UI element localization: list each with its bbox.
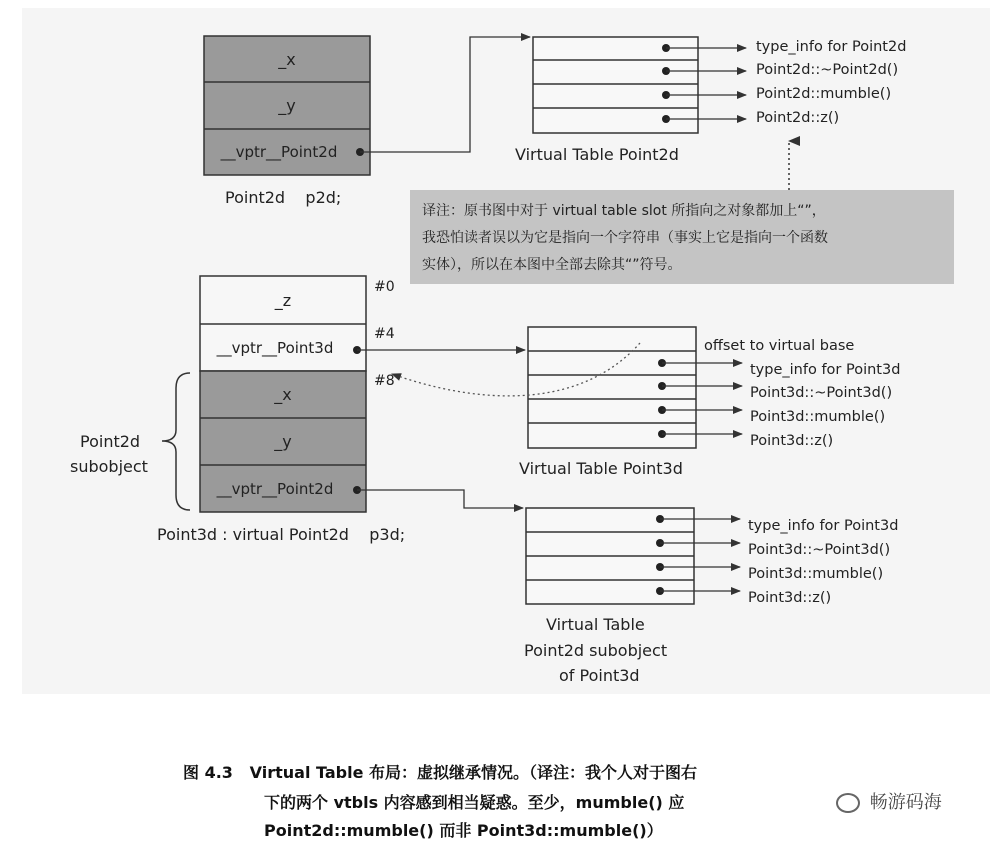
caption-line-1: 图 4.3 Virtual Table 布局：虚拟继承情况。（译注：我个人对于图右 [183, 763, 698, 782]
vtbl-sub-slot-1: Point3d::~Point3d() [748, 542, 891, 558]
vtbl-point3d-slot-3: Point3d::z() [750, 433, 834, 449]
p2d-cell-y: _y [278, 96, 296, 115]
vtbl-sub-label-3: of Point3d [559, 666, 640, 685]
offset-8: #8 [374, 373, 395, 389]
note-line-1: 译注：原书图中对于 virtual table slot 所指向之对象都加上“”， [422, 203, 826, 219]
offset-0: #0 [374, 279, 395, 295]
watermark [836, 788, 942, 814]
subobject-label-2: subobject [70, 457, 148, 476]
wechat-icon [836, 793, 860, 813]
vtbl-point2d-slot-3: Point2d::z() [756, 110, 840, 126]
watermark-text: 畅游码海 [869, 792, 942, 813]
p3d-cell-y: _y [274, 432, 292, 451]
vtbl-point2d-slot-1: Point2d::~Point2d() [756, 62, 899, 78]
p2d-cell-vptr: __vptr__Point2d [220, 143, 338, 161]
p3d-label: Point3d : virtual Point2d p3d; [157, 525, 406, 544]
p3d-cell-x: _x [274, 385, 292, 404]
vtbl-point2d-label: Virtual Table Point2d [515, 145, 679, 164]
vtbl-point3d-slot-0: type_info for Point3d [750, 362, 901, 378]
caption-line-3: Point2d::mumble() 而非 Point3d::mumble()） [264, 821, 663, 840]
p2d-label: Point2d p2d; [225, 188, 342, 207]
note-line-2: 我恐怕读者误以为它是指向一个字符串（事实上它是指向一个函数 [422, 230, 828, 246]
vtbl-sub-box [526, 508, 694, 604]
vtbl-point3d-box [528, 327, 696, 448]
subobject-brace [162, 373, 190, 510]
p3d-cell-vptr3d: __vptr__Point3d [216, 338, 334, 357]
offset-4: #4 [374, 326, 395, 342]
note-line-3: 实体），所以在本图中全部去除其“”符号。 [422, 257, 682, 273]
vtbl-sub-slot-3: Point3d::z() [748, 590, 832, 606]
p3d-cell-z: _z [274, 290, 292, 310]
vtbl-point2d-slot-2: Point2d::mumble() [756, 86, 892, 102]
p3d-sub-vptr-arrow [357, 490, 523, 508]
vtbl-sub-slot-0: type_info for Point3d [748, 518, 899, 534]
vtbl-sub-label-2: Point2d subobject [524, 641, 668, 660]
caption-line-2: 下的两个 vtbls 内容感到相当疑惑。至少，mumble() 应 [264, 793, 685, 812]
translator-note [410, 190, 954, 284]
vtbl-point3d-slot-1: Point3d::~Point3d() [750, 385, 893, 401]
vtbl-sub-slot-2: Point3d::mumble() [748, 566, 884, 582]
p2d-vptr-arrow [360, 37, 530, 152]
vtbl-sub-label-1: Virtual Table [546, 615, 645, 634]
vtbl-point3d-label: Virtual Table Point3d [519, 459, 683, 478]
p3d-cell-vptr2d: __vptr__Point2d [216, 479, 334, 498]
vtbl-point2d-slot-0: type_info for Point2d [756, 39, 907, 55]
vtbl-point3d-slot-2: Point3d::mumble() [750, 409, 886, 425]
subobject-label-1: Point2d [80, 432, 141, 451]
p2d-cell-x: _x [278, 49, 296, 69]
vtbl-point3d-offset-label: offset to virtual base [704, 338, 855, 354]
